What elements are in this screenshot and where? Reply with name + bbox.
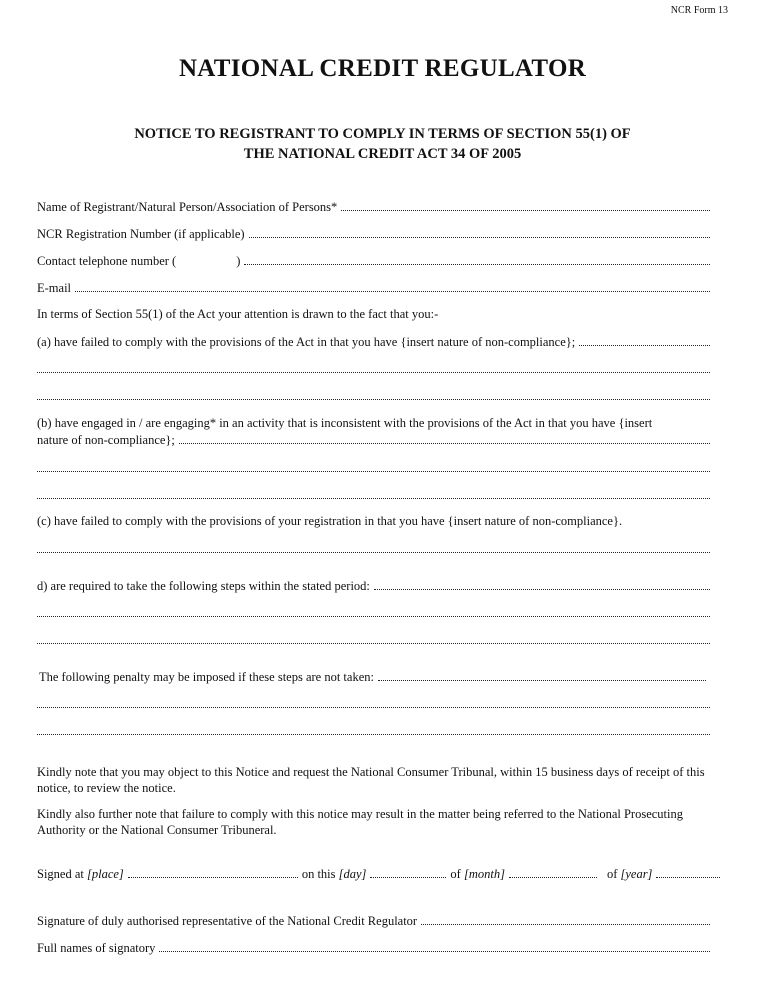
registrant-name-label: Name of Registrant/Natural Person/Association of Persons* <box>37 200 338 214</box>
dotted-line[interactable] <box>37 361 710 373</box>
ncr-number-blank[interactable] <box>249 226 710 238</box>
item-a-blank[interactable] <box>579 334 710 346</box>
dotted-line[interactable] <box>37 696 710 708</box>
dotted-line[interactable] <box>37 541 710 553</box>
item-c-line-1[interactable] <box>37 541 710 557</box>
item-c-label: (c) have failed to comply with the provisions of your registration in that you have {insert nature of non-compliance}. <box>37 514 623 528</box>
month-blank[interactable] <box>509 866 597 878</box>
item-d-blank[interactable] <box>374 578 710 590</box>
contact-label: Contact telephone number ( <box>37 254 177 268</box>
item-a-line-2[interactable] <box>37 388 710 404</box>
dotted-line[interactable] <box>37 487 710 499</box>
penalty-blank[interactable] <box>378 669 706 681</box>
contact-field[interactable] <box>37 253 710 269</box>
item-a[interactable] <box>37 334 710 350</box>
penalty-line-1[interactable] <box>37 696 710 712</box>
penalty[interactable] <box>39 669 706 685</box>
registrant-name-field[interactable] <box>37 199 710 215</box>
subtitle-line-2: THE NATIONAL CREDIT ACT 34 OF 2005 <box>243 146 522 162</box>
registrant-name-blank[interactable] <box>341 199 710 211</box>
subtitle <box>0 124 765 164</box>
page-title: NATIONAL CREDIT REGULATOR <box>178 55 587 82</box>
item-d-line-1[interactable] <box>37 605 710 621</box>
full-names-blank[interactable] <box>159 940 710 952</box>
day-blank[interactable] <box>370 866 446 878</box>
year-blank[interactable] <box>656 866 720 878</box>
signed-at-label: Signed at <box>37 867 84 881</box>
dotted-line[interactable] <box>37 460 710 472</box>
year-label: [year] <box>620 867 653 881</box>
full-names-label: Full names of signatory <box>37 941 156 955</box>
ncr-number-label: NCR Registration Number (if applicable) <box>37 227 245 241</box>
signed-line[interactable] <box>37 866 727 882</box>
item-b-label: nature of non-compliance}; <box>37 433 175 447</box>
dotted-line[interactable] <box>37 388 710 400</box>
dotted-line[interactable] <box>37 605 710 617</box>
signature-blank[interactable] <box>421 913 710 925</box>
item-b-line-3[interactable] <box>37 487 710 503</box>
item-b-line-2[interactable] <box>37 460 710 476</box>
email-label: E-mail <box>37 281 72 295</box>
signature-field[interactable] <box>37 913 710 929</box>
item-b-blank[interactable] <box>179 432 710 444</box>
dotted-line[interactable] <box>37 723 710 735</box>
email-field[interactable] <box>37 280 710 296</box>
penalty-line-2[interactable] <box>37 723 710 739</box>
signature-label: Signature of duly authorised representative of the National Credit Regulator <box>37 914 418 928</box>
item-d-line-2[interactable] <box>37 632 710 648</box>
ncr-number-field[interactable] <box>37 226 710 242</box>
item-d-label: d) are required to take the following steps within the stated period: <box>37 579 370 593</box>
contact-close: ) <box>236 254 241 268</box>
full-names-field[interactable] <box>37 940 710 956</box>
note-failure: Kindly also further note that failure to comply with this notice may result in the matter being referred to the National Prosecuting Authority or the National Consumer Tribuneral. <box>37 807 684 837</box>
item-d[interactable] <box>37 578 710 594</box>
penalty-label: The following penalty may be imposed if these steps are not taken: <box>39 670 374 684</box>
of-label-1: of <box>450 867 461 881</box>
of-label-2: of <box>606 867 618 881</box>
subtitle-line-1: NOTICE TO REGISTRANT TO COMPLY IN TERMS OF SECTION 55(1) OF <box>134 126 631 142</box>
item-b[interactable] <box>37 432 710 448</box>
email-blank[interactable] <box>75 280 710 292</box>
item-a-line-1[interactable] <box>37 361 710 377</box>
dotted-line[interactable] <box>37 632 710 644</box>
intro-text: In terms of Section 55(1) of the Act your attention is drawn to the fact that you:- <box>37 307 439 321</box>
form-number: NCR Form 13 <box>670 5 728 16</box>
place-blank[interactable] <box>128 866 298 878</box>
contact-blank[interactable] <box>244 253 710 265</box>
item-b-line-1: (b) have engaged in / are engaging* in an activity that is inconsistent with the provisions of the Act in that you have {insert <box>37 416 653 430</box>
day-label: [day] <box>338 867 367 881</box>
on-this-label: on this <box>301 867 336 881</box>
place-label: [place] <box>87 867 124 881</box>
month-label: [month] <box>463 867 505 881</box>
note-objection: Kindly note that you may object to this Notice and request the National Consumer Tribunal, within 15 business days of receipt of this notice, to review the notice. <box>37 765 705 795</box>
item-a-label: (a) have failed to comply with the provisions of the Act in that you have {insert nature of non-compliance}; <box>37 335 576 349</box>
